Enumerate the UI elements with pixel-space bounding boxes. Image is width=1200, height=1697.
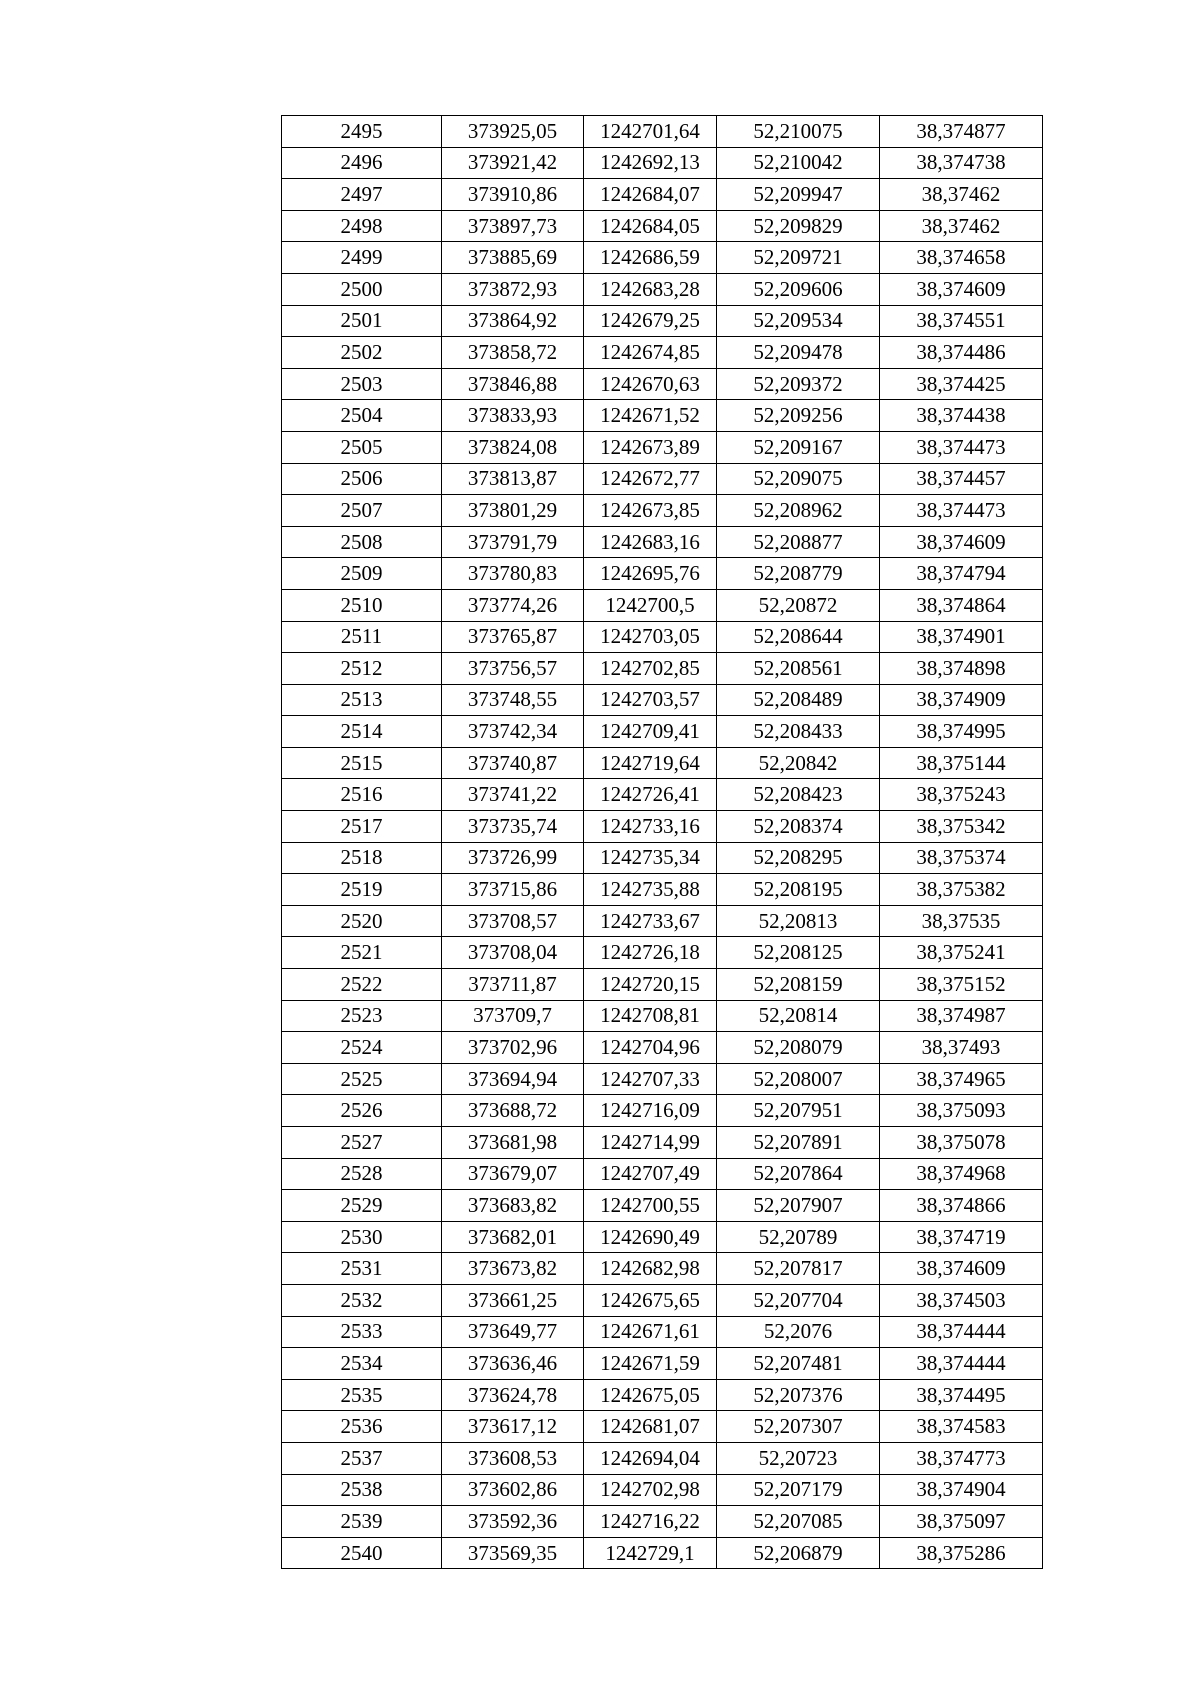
longitude-cell: 38,375382 (880, 874, 1043, 906)
table-row (282, 1158, 1043, 1190)
y-coordinate-cell: 1242684,05 (584, 210, 717, 242)
table-row (282, 684, 1043, 716)
longitude-cell: 38,375286 (880, 1537, 1043, 1569)
latitude-cell: 52,210075 (717, 116, 880, 148)
point-number-cell: 2507 (282, 495, 442, 527)
y-coordinate-cell: 1242726,18 (584, 937, 717, 969)
x-coordinate-cell: 373780,83 (442, 558, 584, 590)
x-coordinate-cell: 373709,7 (442, 1000, 584, 1032)
table-row (282, 621, 1043, 653)
x-coordinate-cell: 373694,94 (442, 1063, 584, 1095)
x-coordinate-cell: 373801,29 (442, 495, 584, 527)
latitude-cell: 52,20723 (717, 1442, 880, 1474)
latitude-cell: 52,209075 (717, 463, 880, 495)
y-coordinate-cell: 1242681,07 (584, 1411, 717, 1443)
latitude-cell: 52,2076 (717, 1316, 880, 1348)
longitude-cell: 38,374909 (880, 684, 1043, 716)
x-coordinate-cell: 373715,86 (442, 874, 584, 906)
latitude-cell: 52,20872 (717, 589, 880, 621)
table-row (282, 842, 1043, 874)
table-row (282, 1316, 1043, 1348)
y-coordinate-cell: 1242700,55 (584, 1190, 717, 1222)
point-number-cell: 2497 (282, 179, 442, 211)
latitude-cell: 52,209606 (717, 273, 880, 305)
y-coordinate-cell: 1242690,49 (584, 1221, 717, 1253)
table-row (282, 1221, 1043, 1253)
x-coordinate-cell: 373661,25 (442, 1284, 584, 1316)
coordinate-table (281, 115, 1043, 1569)
longitude-cell: 38,374864 (880, 589, 1043, 621)
longitude-cell: 38,374486 (880, 337, 1043, 369)
x-coordinate-cell: 373617,12 (442, 1411, 584, 1443)
x-coordinate-cell: 373925,05 (442, 116, 584, 148)
x-coordinate-cell: 373910,86 (442, 179, 584, 211)
latitude-cell: 52,209534 (717, 305, 880, 337)
x-coordinate-cell: 373742,34 (442, 716, 584, 748)
latitude-cell: 52,206879 (717, 1537, 880, 1569)
point-number-cell: 2525 (282, 1063, 442, 1095)
table-row (282, 1095, 1043, 1127)
latitude-cell: 52,208877 (717, 526, 880, 558)
x-coordinate-cell: 373708,57 (442, 905, 584, 937)
table-row (282, 1032, 1043, 1064)
x-coordinate-cell: 373774,26 (442, 589, 584, 621)
table-row (282, 368, 1043, 400)
point-number-cell: 2514 (282, 716, 442, 748)
latitude-cell: 52,208374 (717, 811, 880, 843)
y-coordinate-cell: 1242671,52 (584, 400, 717, 432)
point-number-cell: 2535 (282, 1379, 442, 1411)
y-coordinate-cell: 1242707,49 (584, 1158, 717, 1190)
y-coordinate-cell: 1242735,34 (584, 842, 717, 874)
y-coordinate-cell: 1242684,07 (584, 179, 717, 211)
latitude-cell: 52,20814 (717, 1000, 880, 1032)
point-number-cell: 2540 (282, 1537, 442, 1569)
latitude-cell: 52,207891 (717, 1127, 880, 1159)
y-coordinate-cell: 1242675,05 (584, 1379, 717, 1411)
x-coordinate-cell: 373897,73 (442, 210, 584, 242)
table-row (282, 495, 1043, 527)
y-coordinate-cell: 1242703,05 (584, 621, 717, 653)
y-coordinate-cell: 1242701,64 (584, 116, 717, 148)
longitude-cell: 38,375241 (880, 937, 1043, 969)
latitude-cell: 52,209167 (717, 431, 880, 463)
x-coordinate-cell: 373683,82 (442, 1190, 584, 1222)
latitude-cell: 52,210042 (717, 147, 880, 179)
table-row (282, 558, 1043, 590)
point-number-cell: 2516 (282, 779, 442, 811)
x-coordinate-cell: 373885,69 (442, 242, 584, 274)
longitude-cell: 38,374551 (880, 305, 1043, 337)
coordinate-table-body (282, 116, 1043, 1569)
point-number-cell: 2530 (282, 1221, 442, 1253)
longitude-cell: 38,374473 (880, 431, 1043, 463)
longitude-cell: 38,374987 (880, 1000, 1043, 1032)
point-number-cell: 2508 (282, 526, 442, 558)
latitude-cell: 52,209947 (717, 179, 880, 211)
point-number-cell: 2515 (282, 747, 442, 779)
point-number-cell: 2521 (282, 937, 442, 969)
point-number-cell: 2528 (282, 1158, 442, 1190)
y-coordinate-cell: 1242671,61 (584, 1316, 717, 1348)
table-row (282, 1474, 1043, 1506)
latitude-cell: 52,207179 (717, 1474, 880, 1506)
longitude-cell: 38,374444 (880, 1348, 1043, 1380)
table-row (282, 1506, 1043, 1538)
latitude-cell: 52,208423 (717, 779, 880, 811)
table-row (282, 147, 1043, 179)
table-row (282, 1063, 1043, 1095)
longitude-cell: 38,374425 (880, 368, 1043, 400)
latitude-cell: 52,208125 (717, 937, 880, 969)
y-coordinate-cell: 1242716,22 (584, 1506, 717, 1538)
longitude-cell: 38,374901 (880, 621, 1043, 653)
longitude-cell: 38,375374 (880, 842, 1043, 874)
y-coordinate-cell: 1242695,76 (584, 558, 717, 590)
point-number-cell: 2539 (282, 1506, 442, 1538)
table-row (282, 463, 1043, 495)
y-coordinate-cell: 1242733,67 (584, 905, 717, 937)
y-coordinate-cell: 1242672,77 (584, 463, 717, 495)
latitude-cell: 52,207817 (717, 1253, 880, 1285)
table-row (282, 811, 1043, 843)
x-coordinate-cell: 373791,79 (442, 526, 584, 558)
x-coordinate-cell: 373688,72 (442, 1095, 584, 1127)
longitude-cell: 38,374904 (880, 1474, 1043, 1506)
latitude-cell: 52,208962 (717, 495, 880, 527)
longitude-cell: 38,374583 (880, 1411, 1043, 1443)
latitude-cell: 52,208489 (717, 684, 880, 716)
longitude-cell: 38,374495 (880, 1379, 1043, 1411)
point-number-cell: 2513 (282, 684, 442, 716)
point-number-cell: 2505 (282, 431, 442, 463)
x-coordinate-cell: 373702,96 (442, 1032, 584, 1064)
longitude-cell: 38,37535 (880, 905, 1043, 937)
y-coordinate-cell: 1242733,16 (584, 811, 717, 843)
longitude-cell: 38,374609 (880, 526, 1043, 558)
longitude-cell: 38,374457 (880, 463, 1043, 495)
latitude-cell: 52,209829 (717, 210, 880, 242)
longitude-cell: 38,375078 (880, 1127, 1043, 1159)
point-number-cell: 2538 (282, 1474, 442, 1506)
y-coordinate-cell: 1242702,98 (584, 1474, 717, 1506)
longitude-cell: 38,37462 (880, 210, 1043, 242)
longitude-cell: 38,374965 (880, 1063, 1043, 1095)
longitude-cell: 38,374473 (880, 495, 1043, 527)
y-coordinate-cell: 1242674,85 (584, 337, 717, 369)
y-coordinate-cell: 1242709,41 (584, 716, 717, 748)
x-coordinate-cell: 373921,42 (442, 147, 584, 179)
point-number-cell: 2536 (282, 1411, 442, 1443)
table-row (282, 179, 1043, 211)
x-coordinate-cell: 373846,88 (442, 368, 584, 400)
table-row (282, 400, 1043, 432)
point-number-cell: 2533 (282, 1316, 442, 1348)
table-row (282, 210, 1043, 242)
point-number-cell: 2509 (282, 558, 442, 590)
latitude-cell: 52,207085 (717, 1506, 880, 1538)
x-coordinate-cell: 373872,93 (442, 273, 584, 305)
latitude-cell: 52,208433 (717, 716, 880, 748)
latitude-cell: 52,208644 (717, 621, 880, 653)
latitude-cell: 52,209372 (717, 368, 880, 400)
latitude-cell: 52,207481 (717, 1348, 880, 1380)
longitude-cell: 38,375144 (880, 747, 1043, 779)
table-row (282, 905, 1043, 937)
y-coordinate-cell: 1242726,41 (584, 779, 717, 811)
point-number-cell: 2522 (282, 969, 442, 1001)
point-number-cell: 2502 (282, 337, 442, 369)
x-coordinate-cell: 373711,87 (442, 969, 584, 1001)
latitude-cell: 52,207907 (717, 1190, 880, 1222)
table-row (282, 337, 1043, 369)
longitude-cell: 38,374794 (880, 558, 1043, 590)
longitude-cell: 38,375093 (880, 1095, 1043, 1127)
table-row (282, 969, 1043, 1001)
latitude-cell: 52,208159 (717, 969, 880, 1001)
latitude-cell: 52,208561 (717, 653, 880, 685)
y-coordinate-cell: 1242692,13 (584, 147, 717, 179)
x-coordinate-cell: 373708,04 (442, 937, 584, 969)
y-coordinate-cell: 1242679,25 (584, 305, 717, 337)
table-row (282, 653, 1043, 685)
longitude-cell: 38,374658 (880, 242, 1043, 274)
latitude-cell: 52,20789 (717, 1221, 880, 1253)
latitude-cell: 52,209256 (717, 400, 880, 432)
longitude-cell: 38,374738 (880, 147, 1043, 179)
y-coordinate-cell: 1242673,85 (584, 495, 717, 527)
y-coordinate-cell: 1242683,28 (584, 273, 717, 305)
latitude-cell: 52,207307 (717, 1411, 880, 1443)
point-number-cell: 2519 (282, 874, 442, 906)
y-coordinate-cell: 1242704,96 (584, 1032, 717, 1064)
latitude-cell: 52,208295 (717, 842, 880, 874)
point-number-cell: 2506 (282, 463, 442, 495)
x-coordinate-cell: 373833,93 (442, 400, 584, 432)
x-coordinate-cell: 373740,87 (442, 747, 584, 779)
x-coordinate-cell: 373858,72 (442, 337, 584, 369)
table-row (282, 747, 1043, 779)
x-coordinate-cell: 373756,57 (442, 653, 584, 685)
point-number-cell: 2503 (282, 368, 442, 400)
y-coordinate-cell: 1242714,99 (584, 1127, 717, 1159)
y-coordinate-cell: 1242729,1 (584, 1537, 717, 1569)
table-row (282, 874, 1043, 906)
table-row (282, 937, 1043, 969)
y-coordinate-cell: 1242719,64 (584, 747, 717, 779)
x-coordinate-cell: 373636,46 (442, 1348, 584, 1380)
table-row (282, 1000, 1043, 1032)
x-coordinate-cell: 373602,86 (442, 1474, 584, 1506)
x-coordinate-cell: 373748,55 (442, 684, 584, 716)
table-row (282, 273, 1043, 305)
longitude-cell: 38,375342 (880, 811, 1043, 843)
point-number-cell: 2517 (282, 811, 442, 843)
longitude-cell: 38,374877 (880, 116, 1043, 148)
longitude-cell: 38,374773 (880, 1442, 1043, 1474)
longitude-cell: 38,375097 (880, 1506, 1043, 1538)
y-coordinate-cell: 1242708,81 (584, 1000, 717, 1032)
y-coordinate-cell: 1242720,15 (584, 969, 717, 1001)
latitude-cell: 52,207704 (717, 1284, 880, 1316)
x-coordinate-cell: 373864,92 (442, 305, 584, 337)
y-coordinate-cell: 1242703,57 (584, 684, 717, 716)
latitude-cell: 52,208079 (717, 1032, 880, 1064)
table-row (282, 1537, 1043, 1569)
x-coordinate-cell: 373569,35 (442, 1537, 584, 1569)
x-coordinate-cell: 373679,07 (442, 1158, 584, 1190)
table-row (282, 1442, 1043, 1474)
table-row (282, 116, 1043, 148)
x-coordinate-cell: 373673,82 (442, 1253, 584, 1285)
longitude-cell: 38,374438 (880, 400, 1043, 432)
y-coordinate-cell: 1242700,5 (584, 589, 717, 621)
point-number-cell: 2532 (282, 1284, 442, 1316)
longitude-cell: 38,375243 (880, 779, 1043, 811)
y-coordinate-cell: 1242683,16 (584, 526, 717, 558)
x-coordinate-cell: 373813,87 (442, 463, 584, 495)
point-number-cell: 2495 (282, 116, 442, 148)
latitude-cell: 52,208195 (717, 874, 880, 906)
longitude-cell: 38,37462 (880, 179, 1043, 211)
latitude-cell: 52,209721 (717, 242, 880, 274)
point-number-cell: 2498 (282, 210, 442, 242)
x-coordinate-cell: 373624,78 (442, 1379, 584, 1411)
latitude-cell: 52,207376 (717, 1379, 880, 1411)
table-row (282, 1190, 1043, 1222)
longitude-cell: 38,374995 (880, 716, 1043, 748)
point-number-cell: 2526 (282, 1095, 442, 1127)
point-number-cell: 2520 (282, 905, 442, 937)
point-number-cell: 2534 (282, 1348, 442, 1380)
longitude-cell: 38,374444 (880, 1316, 1043, 1348)
table-row (282, 779, 1043, 811)
y-coordinate-cell: 1242682,98 (584, 1253, 717, 1285)
longitude-cell: 38,374866 (880, 1190, 1043, 1222)
point-number-cell: 2500 (282, 273, 442, 305)
latitude-cell: 52,20813 (717, 905, 880, 937)
point-number-cell: 2531 (282, 1253, 442, 1285)
x-coordinate-cell: 373726,99 (442, 842, 584, 874)
point-number-cell: 2504 (282, 400, 442, 432)
table-row (282, 305, 1043, 337)
point-number-cell: 2527 (282, 1127, 442, 1159)
longitude-cell: 38,374719 (880, 1221, 1043, 1253)
y-coordinate-cell: 1242671,59 (584, 1348, 717, 1380)
y-coordinate-cell: 1242670,63 (584, 368, 717, 400)
point-number-cell: 2512 (282, 653, 442, 685)
y-coordinate-cell: 1242716,09 (584, 1095, 717, 1127)
x-coordinate-cell: 373824,08 (442, 431, 584, 463)
longitude-cell: 38,374609 (880, 273, 1043, 305)
point-number-cell: 2510 (282, 589, 442, 621)
y-coordinate-cell: 1242735,88 (584, 874, 717, 906)
x-coordinate-cell: 373682,01 (442, 1221, 584, 1253)
x-coordinate-cell: 373608,53 (442, 1442, 584, 1474)
latitude-cell: 52,208007 (717, 1063, 880, 1095)
longitude-cell: 38,374898 (880, 653, 1043, 685)
point-number-cell: 2524 (282, 1032, 442, 1064)
x-coordinate-cell: 373649,77 (442, 1316, 584, 1348)
y-coordinate-cell: 1242694,04 (584, 1442, 717, 1474)
x-coordinate-cell: 373592,36 (442, 1506, 584, 1538)
table-row (282, 1127, 1043, 1159)
longitude-cell: 38,37493 (880, 1032, 1043, 1064)
x-coordinate-cell: 373735,74 (442, 811, 584, 843)
table-row (282, 1253, 1043, 1285)
point-number-cell: 2523 (282, 1000, 442, 1032)
table-row (282, 1348, 1043, 1380)
table-row (282, 1284, 1043, 1316)
longitude-cell: 38,374609 (880, 1253, 1043, 1285)
longitude-cell: 38,375152 (880, 969, 1043, 1001)
latitude-cell: 52,207951 (717, 1095, 880, 1127)
point-number-cell: 2496 (282, 147, 442, 179)
latitude-cell: 52,208779 (717, 558, 880, 590)
table-row (282, 589, 1043, 621)
table-row (282, 431, 1043, 463)
table-row (282, 1411, 1043, 1443)
x-coordinate-cell: 373765,87 (442, 621, 584, 653)
table-row (282, 1379, 1043, 1411)
y-coordinate-cell: 1242686,59 (584, 242, 717, 274)
longitude-cell: 38,374968 (880, 1158, 1043, 1190)
latitude-cell: 52,20842 (717, 747, 880, 779)
point-number-cell: 2499 (282, 242, 442, 274)
point-number-cell: 2537 (282, 1442, 442, 1474)
longitude-cell: 38,374503 (880, 1284, 1043, 1316)
point-number-cell: 2529 (282, 1190, 442, 1222)
latitude-cell: 52,209478 (717, 337, 880, 369)
table-row (282, 526, 1043, 558)
y-coordinate-cell: 1242675,65 (584, 1284, 717, 1316)
y-coordinate-cell: 1242673,89 (584, 431, 717, 463)
table-row (282, 242, 1043, 274)
point-number-cell: 2501 (282, 305, 442, 337)
x-coordinate-cell: 373741,22 (442, 779, 584, 811)
table-row (282, 716, 1043, 748)
x-coordinate-cell: 373681,98 (442, 1127, 584, 1159)
point-number-cell: 2511 (282, 621, 442, 653)
point-number-cell: 2518 (282, 842, 442, 874)
y-coordinate-cell: 1242707,33 (584, 1063, 717, 1095)
latitude-cell: 52,207864 (717, 1158, 880, 1190)
y-coordinate-cell: 1242702,85 (584, 653, 717, 685)
